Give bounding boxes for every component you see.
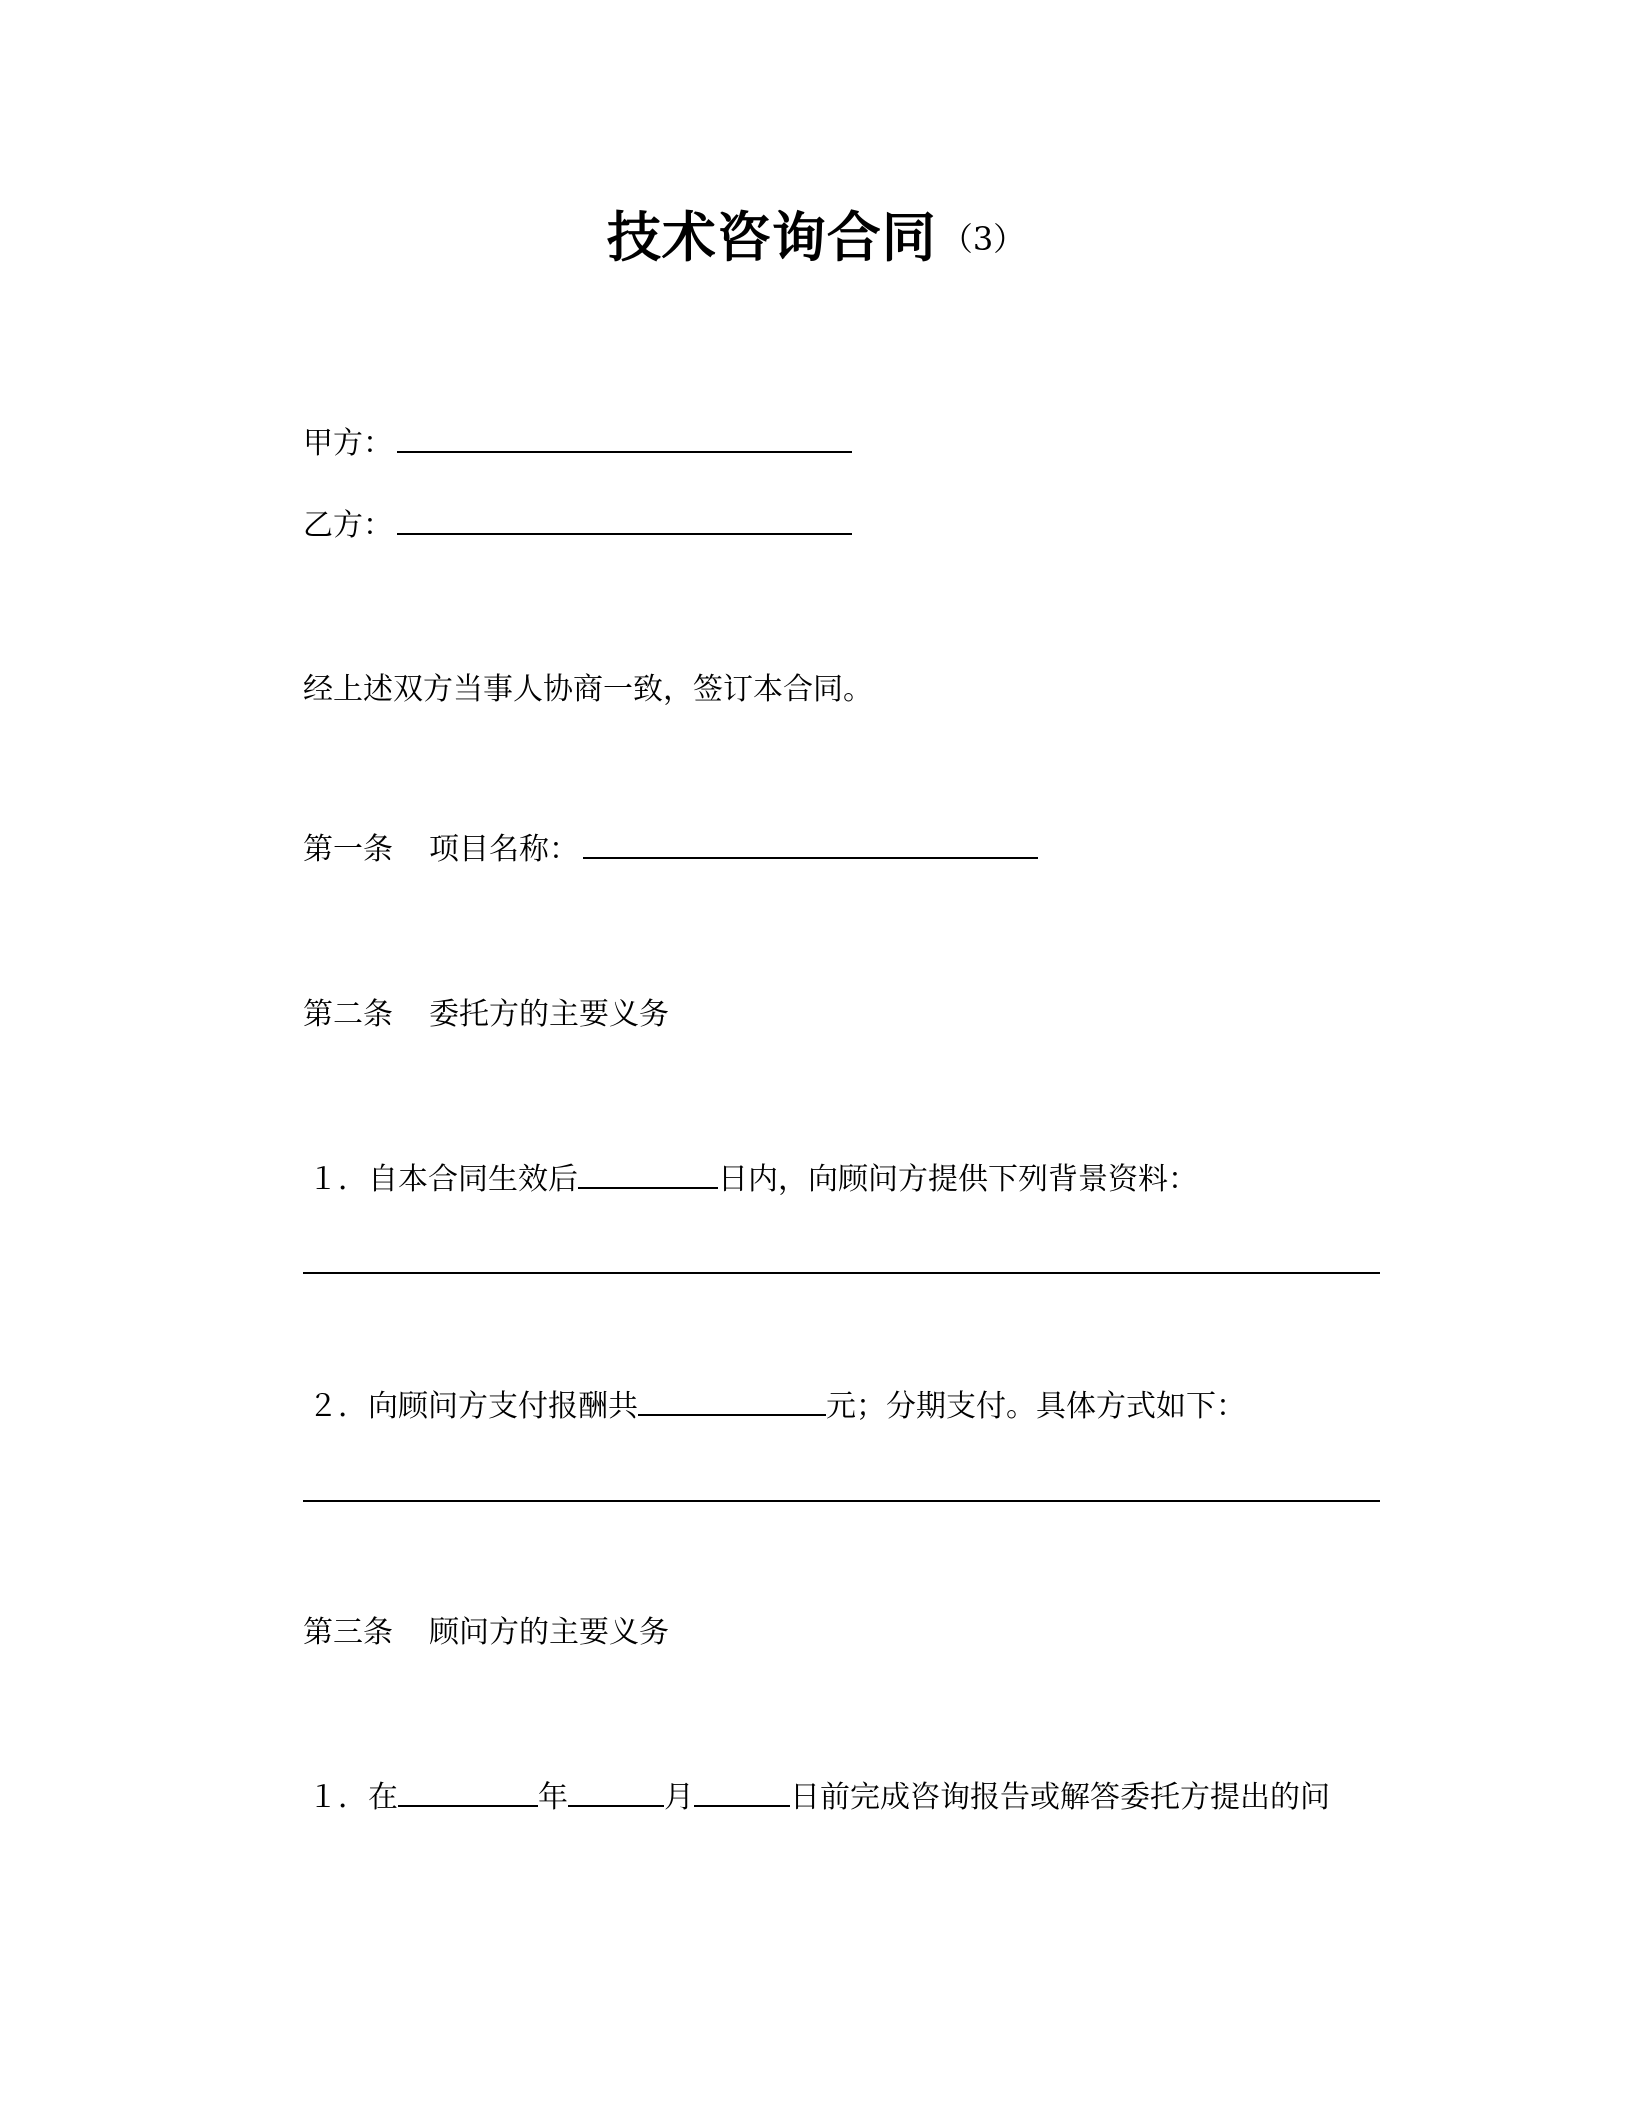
party-a-label: 甲方： xyxy=(303,426,393,461)
days-blank[interactable] xyxy=(578,1161,718,1189)
year-blank[interactable] xyxy=(398,1779,538,1807)
article1-number: 第一条 xyxy=(303,832,393,867)
article2-item2-line xyxy=(308,1387,1246,1427)
title-suffix: （3） xyxy=(940,220,1026,258)
article2-item2-suffix: 元；分期支付。具体方式如下： xyxy=(826,1389,1246,1424)
article2-heading: 委托方的主要义务 xyxy=(429,997,669,1032)
title-main: 技术咨询合同 xyxy=(606,206,937,269)
article3-number: 第三条 xyxy=(303,1615,393,1650)
article2-item1-prefix: １．自本合同生效后 xyxy=(308,1162,578,1197)
project-name-blank[interactable] xyxy=(583,831,1038,859)
article3-heading-line xyxy=(303,1613,669,1653)
article3-item1-year: 年 xyxy=(538,1780,568,1815)
article3-item1-prefix: １．在 xyxy=(308,1780,398,1815)
article3-item1-line xyxy=(308,1778,1330,1818)
article2-number: 第二条 xyxy=(303,997,393,1032)
month-blank[interactable] xyxy=(568,1779,664,1807)
party-a-line xyxy=(303,424,852,464)
article2-item1-suffix: 日内，向顾问方提供下列背景资料： xyxy=(718,1162,1198,1197)
article1-label: 项目名称： xyxy=(429,832,579,867)
document-title xyxy=(0,195,1632,272)
intro-text: 经上述双方当事人协商一致，签订本合同。 xyxy=(303,672,873,707)
article2-item2-prefix: ２．向顾问方支付报酬共 xyxy=(308,1389,638,1424)
party-a-blank[interactable] xyxy=(397,425,852,453)
payment-amount-blank[interactable] xyxy=(638,1388,826,1416)
article1-line xyxy=(303,830,1038,870)
party-b-label: 乙方： xyxy=(303,508,393,543)
payment-method-blank[interactable] xyxy=(303,1500,1380,1502)
article3-item1-month: 月 xyxy=(664,1780,694,1815)
article2-item1-line xyxy=(308,1160,1198,1200)
article3-heading: 顾问方的主要义务 xyxy=(429,1615,669,1650)
article3-item1-suffix: 日前完成咨询报告或解答委托方提出的问 xyxy=(790,1780,1330,1815)
party-b-blank[interactable] xyxy=(397,507,852,535)
party-b-line xyxy=(303,506,852,546)
day-blank[interactable] xyxy=(694,1779,790,1807)
background-materials-blank[interactable] xyxy=(303,1272,1380,1274)
article2-heading-line xyxy=(303,995,669,1035)
